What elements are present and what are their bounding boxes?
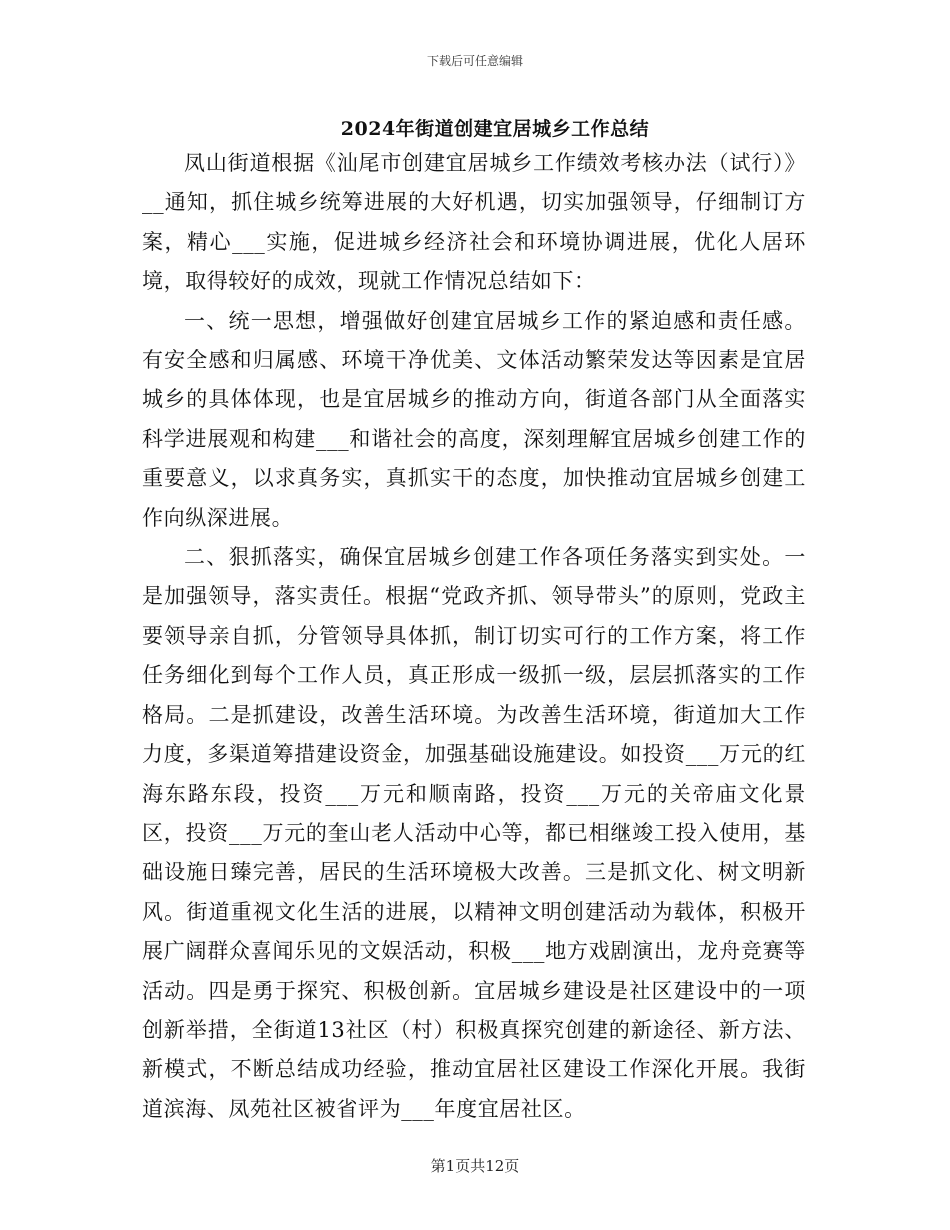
document-body bbox=[142, 144, 806, 1129]
paragraph-section-two: 二、狠抓落实，确保宜居城乡创建工作各项任务落实到实处。一是加强领导，落实责任。根据“党政齐抓、领导带头”的原则，党政主要领导亲自抓，分管领导具体抓，制订切实可行的工作方案，将工作任务细化到每个工作人员，真正形成一级抓一级，层层抓落实的工作格局。二是抓建设，改善生活环境。为改善生活环境，街道加大工作力度，多渠道筹措建设资金，加强基础设施建设。如投资___万元的红海东路东段，投资___万元和顺南路，投资___万元的关帝庙文化景区，投资___万元的奎山老人活动中心等，都已相继竣工投入使用，基础设施日臻完善，居民的生活环境极大改善。三是抓文化、树文明新风。街道重视文化生活的进展，以精神文明创建活动为载体，积极开展广阔群众喜闻乐见的文娱活动，积极___地方戏剧演出，龙舟竞赛等活动。四是勇于探究、积极创新。宜居城乡建设是社区建设中的一项创新举措，全街道13社区（村）积极真探究创建的新途径、新方法、新模式，不断总结成功经验，推动宜居社区建设工作深化开展。我街道滨海、凤苑社区被省评为___年度宜居社区。 bbox=[142, 545, 806, 1121]
document-title: 2024年街道创建宜居城乡工作总结 bbox=[340, 118, 650, 140]
paragraph-intro: 凤山街道根据《汕尾市创建宜居城乡工作绩效考核办法（试行）》__通知，抓住城乡统筹进展的大好机遇，切实加强领导，仔细制订方案，精心___实施，促进城乡经济社会和环境协调进展，优化人居环境，取得较好的成效，现就工作情况总结如下： bbox=[142, 151, 806, 294]
header-note: 下载后可任意编辑 bbox=[426, 54, 523, 68]
page-footer: 第1页共12页 bbox=[430, 1157, 520, 1175]
paragraph-section-one: 一、统一思想，增强做好创建宜居城乡工作的紧迫感和责任感。有安全感和归属感、环境干净优美、文体活动繁荣发达等因素是宜居城乡的具体体现，也是宜居城乡的推动方向，街道各部门从全面落实科学进展观和构建___和谐社会的高度，深刻理解宜居城乡创建工作的重要意义，以求真务实，真抓实干的态度，加快推动宜居城乡创建工作向纵深进展。 bbox=[142, 308, 806, 530]
